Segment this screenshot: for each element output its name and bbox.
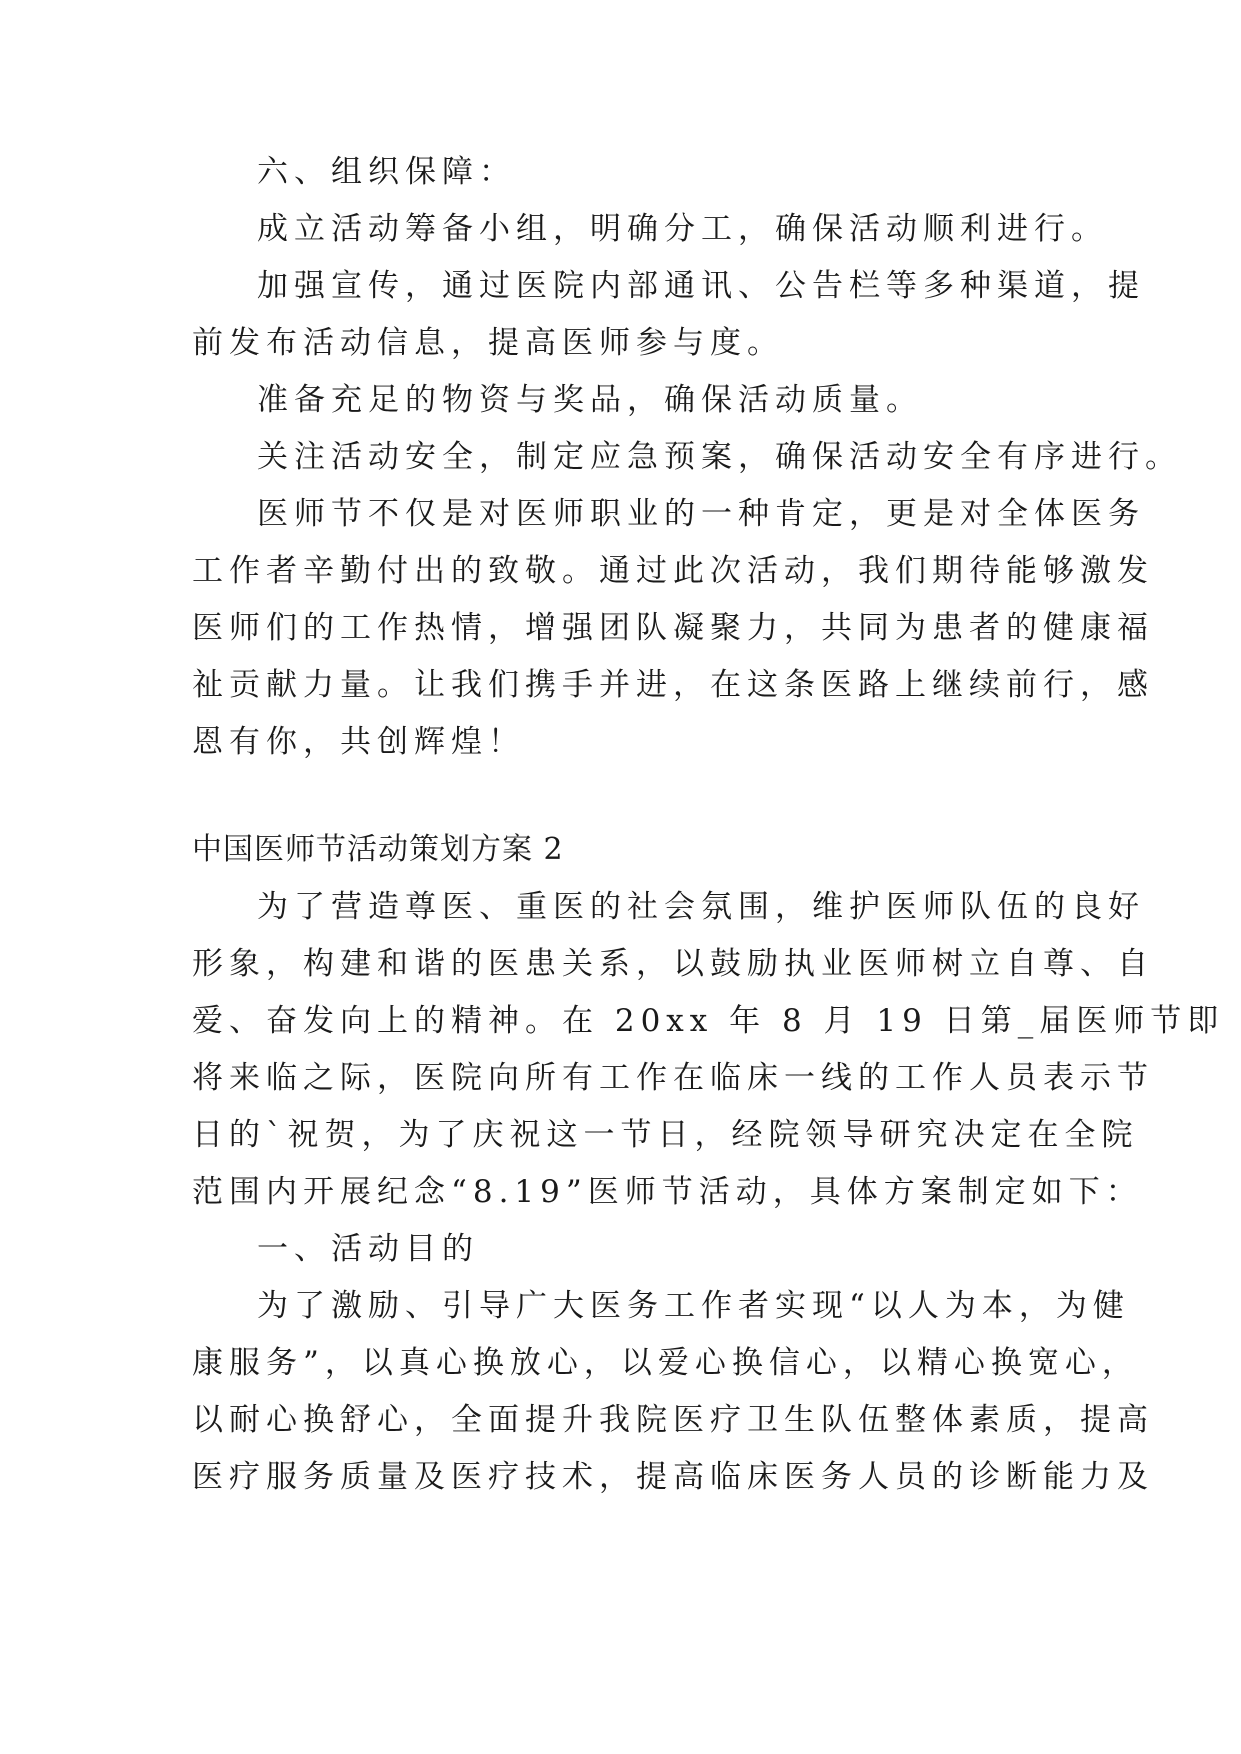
paragraph-line: 为了营造尊医、重医的社会氛围，维护医师队伍的良好	[257, 889, 1145, 925]
paragraph-line: 日的`祝贺，为了庆祝这一节日，经院领导研究决定在全院	[192, 1117, 1139, 1153]
paragraph-line: 形象，构建和谐的医患关系，以鼓励执业医师树立自尊、自	[192, 946, 1154, 982]
paragraph: 关注活动安全，制定应急预案，确保活动安全有序进行。	[257, 439, 1182, 475]
section-heading: 六、组织保障：	[257, 154, 516, 190]
paragraph-line: 范围内开展纪念“8.19”医师节活动，具体方案制定如下：	[192, 1174, 1143, 1210]
paragraph-line: 为了激励、引导广大医务工作者实现“以人为本，为健	[257, 1288, 1130, 1324]
paragraph: 成立活动筹备小组，明确分工，确保活动顺利进行。	[257, 211, 1108, 247]
paragraph: 准备充足的物资与奖品，确保活动质量。	[257, 382, 923, 418]
paragraph-line: 医疗服务质量及医疗技术，提高临床医务人员的诊断能力及	[192, 1459, 1154, 1495]
paragraph-line: 医师节不仅是对医师职业的一种肯定，更是对全体医务	[257, 496, 1145, 532]
paragraph-line: 医师们的工作热情，增强团队凝聚力，共同为患者的健康福	[192, 610, 1154, 646]
paragraph-line: 将来临之际，医院向所有工作在临床一线的工作人员表示节	[192, 1060, 1154, 1096]
paragraph-line: 前发布活动信息，提高医师参与度。	[192, 325, 784, 361]
paragraph-line: 工作者辛勤付出的致敬。通过此次活动，我们期待能够激发	[192, 553, 1154, 589]
paragraph-line: 加强宣传，通过医院内部通讯、公告栏等多种渠道，提	[257, 268, 1145, 304]
section-heading: 一、活动目的	[257, 1231, 479, 1267]
section-title: 中国医师节活动策划方案 2	[192, 832, 564, 867]
paragraph-line: 爱、奋发向上的精神。在 20xx 年 8 月 19 日第_届医师节即	[192, 1003, 1225, 1039]
paragraph-line: 康服务”，以真心换放心，以爱心换信心，以精心换宽心，	[192, 1345, 1139, 1381]
paragraph-line: 恩有你，共创辉煌！	[192, 724, 525, 760]
paragraph-line: 祉贡献力量。让我们携手并进，在这条医路上继续前行，感	[192, 667, 1154, 703]
paragraph-line: 以耐心换舒心，全面提升我院医疗卫生队伍整体素质，提高	[192, 1402, 1154, 1438]
